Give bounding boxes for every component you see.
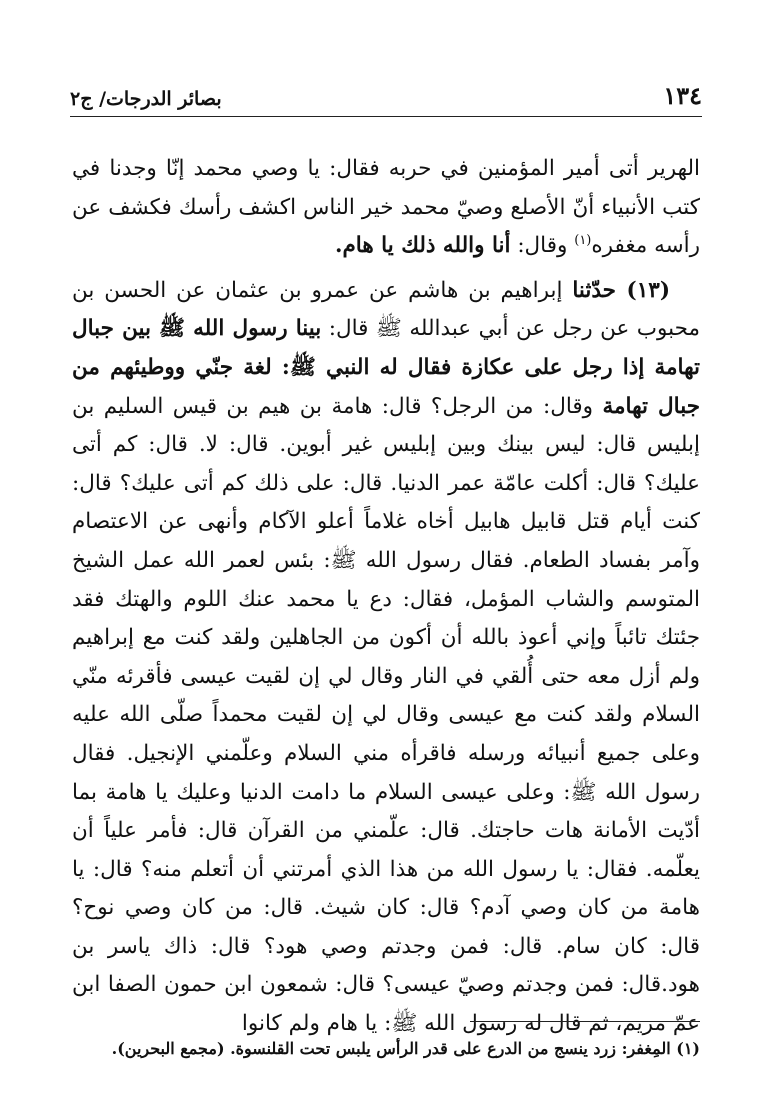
page-header: [70, 74, 702, 117]
bold-text: بينا رسول الله ﷺ بين جبال تهامة إذا رجل على عكازة فقال له النبي ﷺ: لغة جنّي ووطيئهم من جبال تهامة: [72, 316, 700, 419]
text-segment: وقال: من الرجل؟ قال: هامة بن هيم بن قيس السليم بن إبليس قال: ليس بينك وبين إبليس غير أبوين. قال: لا. قال: كم أتى عليك؟ قال: أكلت عامّة عمر الدنيا. قال: على ذلك كم أتى عليك؟ قال: كنت أيام قتل قابيل هابيل أخاه غلاماً أعلو الآكام وأنهى عن الاعتصام وآمر بفساد الطعام. فقال رسول الله ﷺ: بئس لعمر الله عمل الشيخ المتوسم والشاب المؤمل، فقال: دع يا محمد عنك اللوم والهتك فقد جئتك تائباً وإني أعوذ بالله أن أكون من الجاهلين ولقد كنت مع إبراهيم ولم أزل معه حتى أُلقي في النار وقال لي إن لقيت عيسى فأقرئه منّي السلام ولقد كنت مع عيسى وقال لي إن لقيت محمداً صلّى الله عليه وعلى جميع أنبيائه ورسله فاقرأه مني السلام وعلّمني الإنجيل. فقال رسول الله ﷺ: وعلى عيسى السلام ما دامت الدنيا وعليك يا هامة بما أدّيت الأمانة هات حاجتك. قال: علّمني من القرآن قال: فأمر علياً أن يعلّمه. فقال: يا رسول الله من هذا الذي أمرتني أن أتعلم منه؟ قال: يا هامة من كان وصي آدم؟ قال: كان شيث. قال: من كان وصي نوح؟ قال: كان سام. قال: فمن وجدتم وصي هود؟ قال: ذاك ياسر بن هود.قال: فمن وجدتم وصيّ عيسى؟ قال: شمعون ابن حمون الصفا ابن عمّ مريم، ثم قال له رسول الله ﷺ: يا هام ولم كانوا: [72, 393, 700, 1037]
paragraph: [72, 150, 700, 266]
bold-text: (١٣) حدّثنا: [572, 277, 670, 303]
paragraph: [72, 272, 700, 1044]
text-segment: وقال:: [510, 233, 575, 259]
main-text: [72, 150, 700, 1050]
footnote-ref: (١): [574, 233, 592, 249]
bold-text: أنا والله ذلك يا هام.: [335, 233, 511, 259]
text-segment: الهرير أتى أمير المؤمنين في حربه فقال: يا وصي محمد إنّا وجدنا في كتب الأنبياء أنّ الأصلع وصيّ محمد خير الناس اكشف رأسك فكشف عن رأسه مغفره: [72, 156, 700, 259]
page-number: ١٣٤: [663, 81, 702, 110]
text-segment: إبراهيم بن هاشم عن عمرو بن عثمان عن الحسن بن محبوب عن رجل عن أبي عبدالله ﷺ قال:: [72, 277, 701, 342]
footnote: (١) المِغفر: زرد ينسج من الدرع على قدر الرأس يلبس تحت القلنسوة. (مجمع البحرين).: [111, 1039, 700, 1058]
running-title: بصائر الدرجات/ ج٢: [70, 88, 222, 110]
footnote-divider: [470, 1021, 700, 1022]
